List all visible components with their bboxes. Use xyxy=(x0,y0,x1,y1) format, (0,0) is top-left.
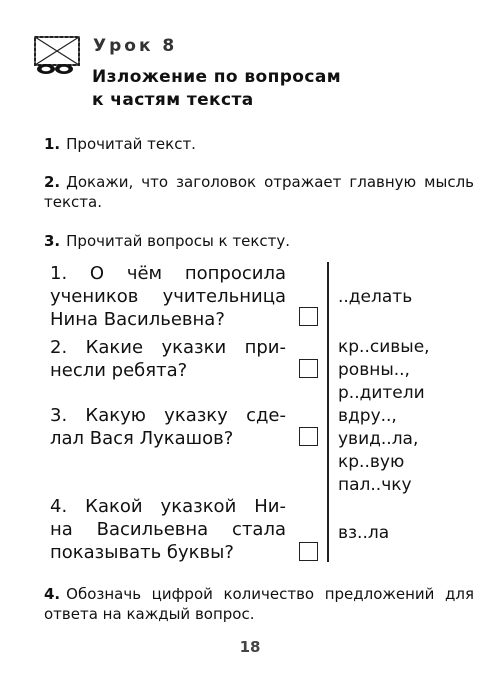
task-text: Прочитай текст. xyxy=(66,135,196,153)
word-item: вз..ла xyxy=(338,523,390,543)
question-line: несли ребята? xyxy=(50,360,188,381)
question-line: учеников учительница xyxy=(50,286,286,307)
answer-box-2[interactable] xyxy=(299,359,318,378)
answer-box-4[interactable] xyxy=(299,542,318,561)
page-number: 18 xyxy=(239,638,261,656)
title-line-2: к частям текста xyxy=(92,90,254,110)
question-line: 2. Какие указки при- xyxy=(50,337,286,358)
word-group-2 xyxy=(338,336,430,405)
word-group-1 xyxy=(338,286,412,309)
scissors-icon xyxy=(34,36,80,76)
word-group-4 xyxy=(338,522,389,545)
word-item: вдру.., xyxy=(338,406,397,426)
question-line: Нина Васильевна? xyxy=(50,309,225,330)
title-line-1: Изложение по вопросам xyxy=(92,67,342,87)
task-text: Прочитай вопросы к тексту. xyxy=(66,232,291,250)
question-3 xyxy=(50,404,286,450)
question-line: показывать буквы? xyxy=(50,542,234,563)
question-4 xyxy=(50,495,286,564)
word-item: кр..сивые, xyxy=(338,337,430,357)
lesson-label: Урок 8 xyxy=(93,36,178,56)
question-line: 4. Какой указкой Ни- xyxy=(50,496,286,517)
word-item: ровны.., xyxy=(338,360,410,380)
task-2 xyxy=(44,172,474,212)
question-line: на Васильевна стала xyxy=(50,519,286,540)
word-item: ..делать xyxy=(338,287,413,307)
question-1 xyxy=(50,262,286,331)
task-1 xyxy=(44,134,474,154)
page-title xyxy=(92,66,341,112)
task-number: 4. xyxy=(44,585,61,603)
word-item: увид..ла, xyxy=(338,429,419,449)
task-number: 2. xyxy=(44,173,61,191)
question-line: 1. О чём попросила xyxy=(50,263,286,284)
question-2 xyxy=(50,336,286,382)
question-line: 3. Какую указку сде- xyxy=(50,405,286,426)
question-line: лал Вася Лукашов? xyxy=(50,428,234,449)
task-number: 1. xyxy=(44,135,61,153)
task-text: Докажи, что заголовок отражает главную мысль текста. xyxy=(44,173,474,211)
task-number: 3. xyxy=(44,232,61,250)
task-text: Обозначь цифрой количество предложений для ответа на каждый вопрос. xyxy=(44,585,474,623)
word-group-3 xyxy=(338,405,418,497)
word-item: пал..чку xyxy=(338,475,412,495)
word-item: р..дители xyxy=(338,383,425,403)
answer-box-1[interactable] xyxy=(299,307,318,326)
answer-box-3[interactable] xyxy=(299,427,318,446)
column-divider xyxy=(327,262,329,562)
word-item: кр..вую xyxy=(338,452,405,472)
task-3 xyxy=(44,231,474,251)
task-4 xyxy=(44,584,474,624)
